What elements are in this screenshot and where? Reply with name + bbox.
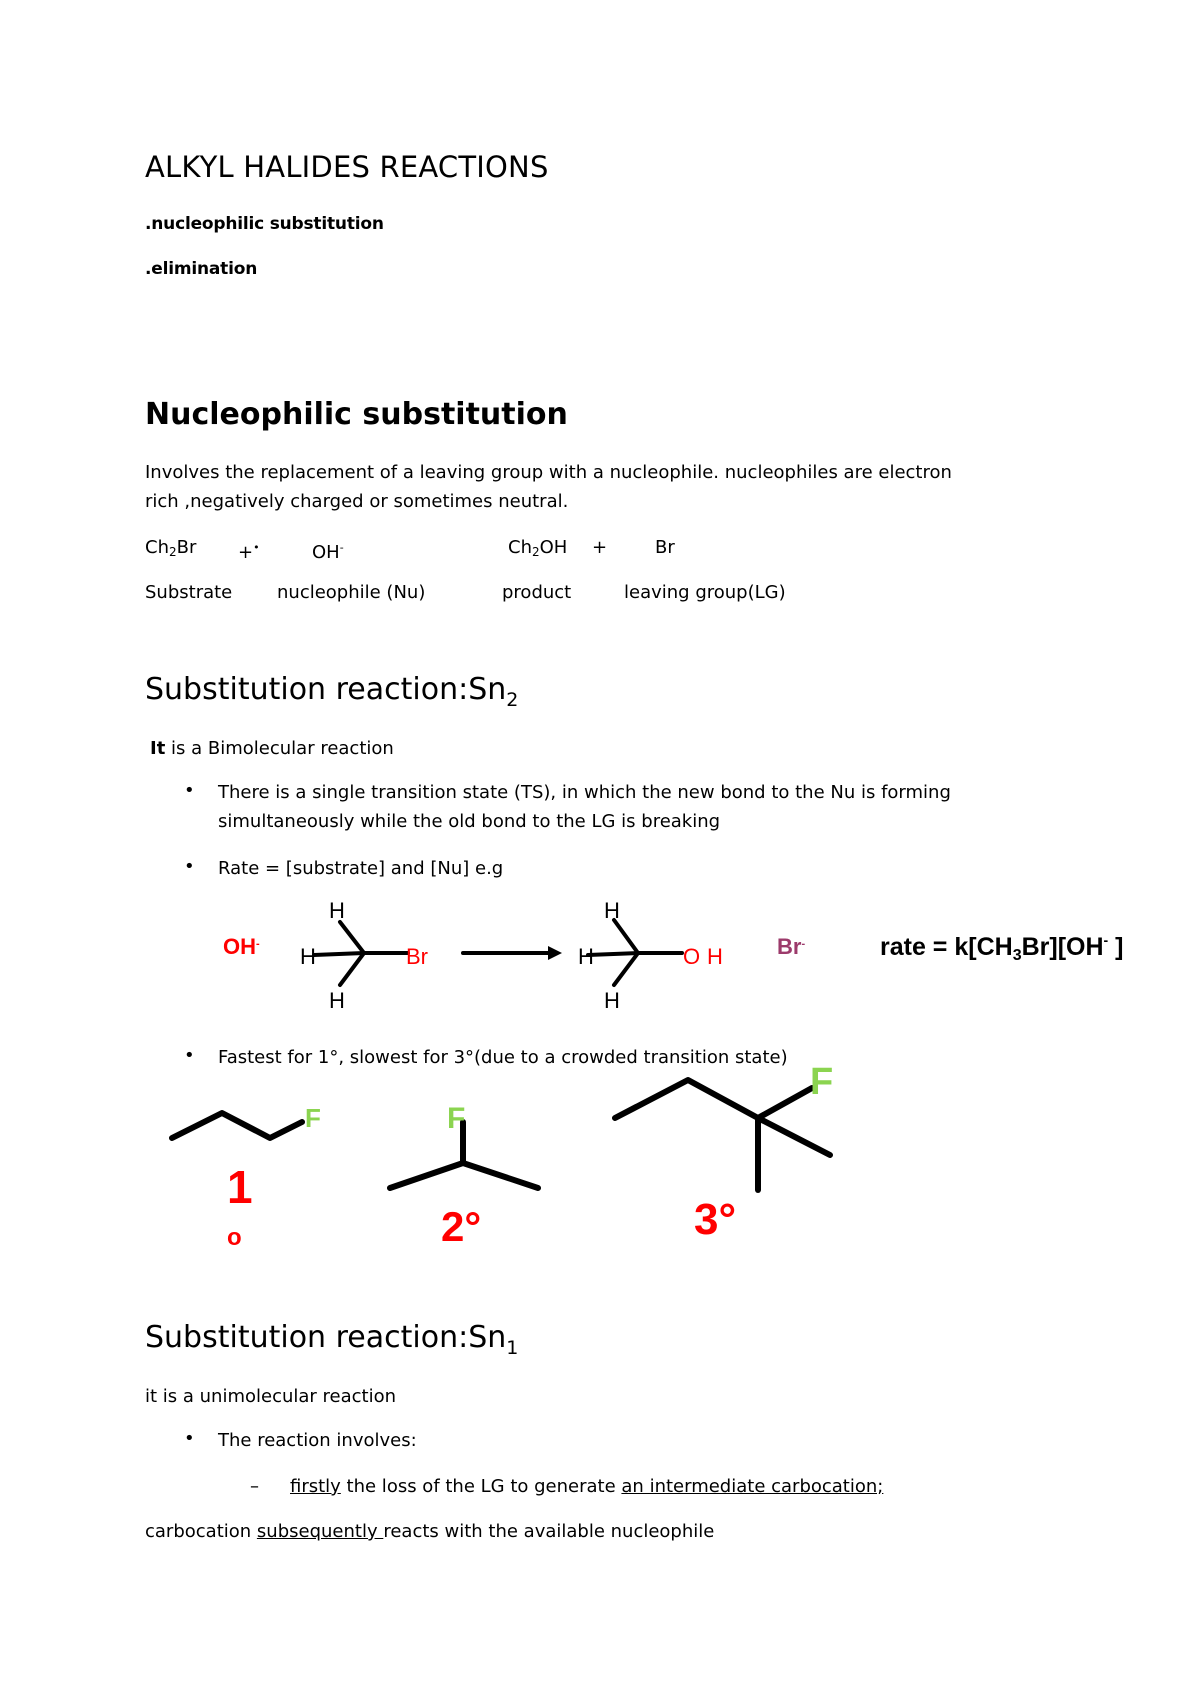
eq-nucleophile: OH- <box>312 541 344 563</box>
heading-nucleophilic-substitution: Nucleophilic substitution <box>145 397 568 432</box>
atom-br: Br <box>406 944 428 969</box>
sn2-bullet-2: Rate = [substrate] and [Nu] e.g <box>218 858 504 879</box>
page-title: ALKYL HALIDES REACTIONS <box>145 150 549 184</box>
eq-substrate: $Ch_2Br$ <box>145 537 197 559</box>
label-leaving-group: leaving group(LG) <box>624 582 786 603</box>
sn2-bullet-3: Fastest for 1°, slowest for 3°(due to a crowded transition state) <box>218 1047 788 1068</box>
tertiary-chain <box>615 1080 758 1118</box>
bond-h-bottom <box>340 953 364 985</box>
heading-sn2: Substitution $reaction:Sn_2$ <box>145 672 519 711</box>
dash-marker: – <box>250 1476 259 1497</box>
sn1-sub-item: firstly the loss of the LG to generate an intermediate carbocation; <box>290 1476 884 1497</box>
bond-h-left <box>314 953 364 955</box>
rate-law: rate = $k[CH_3Br][OH^-$ ] <box>880 932 1124 964</box>
bullet-marker: • <box>184 1045 195 1066</box>
outline-item-substitution: .nucleophilic substitution <box>145 214 384 234</box>
sn1-final-line: carbocation subsequently reacts with the available nucleophile <box>145 1521 715 1542</box>
label-tertiary: 3° <box>694 1195 737 1244</box>
atom-h: H <box>604 988 620 1013</box>
label-product: product <box>502 582 572 603</box>
bond-h-left <box>588 953 638 955</box>
sn2-bullet-1-line-2: simultaneously while the old bond to the LG is breaking <box>218 811 721 832</box>
outline-item-elimination: .elimination <box>145 259 258 279</box>
hydroxide-ion: OH- <box>223 934 260 959</box>
bond-h-top <box>340 922 364 953</box>
tertiary-bond-methyl <box>758 1118 830 1155</box>
fluorine-tertiary: F <box>810 1061 834 1103</box>
atom-h-hydroxyl: H <box>707 944 723 969</box>
bullet-marker: • <box>184 856 195 877</box>
atom-h: H <box>329 988 345 1013</box>
atom-o: O <box>683 944 701 969</box>
eq-plus-2: + <box>592 537 608 558</box>
eq-product: $Ch_2OH$ <box>508 537 568 559</box>
sn2-intro: It is a Bimolecular reaction <box>150 738 394 759</box>
bromide-ion: Br- <box>777 934 806 959</box>
sn1-bullet-1: The reaction involves: <box>218 1430 417 1451</box>
label-primary: 1 <box>227 1161 253 1213</box>
heading-sn1: Substitution $reaction:Sn_1$ <box>145 1320 519 1359</box>
primary-chain <box>172 1113 302 1138</box>
label-primary-degree: o <box>227 1224 242 1251</box>
bullet-marker: • <box>184 1428 195 1449</box>
bullet-marker: • <box>184 780 195 801</box>
atom-h: H <box>329 898 345 923</box>
sn1-intro: it is a unimolecular reaction <box>145 1386 397 1407</box>
atom-h: H <box>578 944 594 969</box>
bond-h-top <box>614 920 638 953</box>
tertiary-bond-f <box>758 1088 812 1118</box>
ns-description-line-2: rich ,negatively charged or sometimes neutral. <box>145 491 569 512</box>
reaction-arrow-head <box>548 946 562 960</box>
eq-plus-1: +• <box>238 541 260 563</box>
sn2-bullet-1-line-1: There is a single transition state (TS), in which the new bond to the Nu is forming <box>218 782 951 803</box>
secondary-chain <box>390 1163 538 1188</box>
label-secondary: 2° <box>441 1203 482 1250</box>
fluorine-secondary: F <box>447 1102 466 1135</box>
label-substrate: Substrate <box>145 582 233 603</box>
atom-h: H <box>300 944 316 969</box>
fluorine-primary: F <box>305 1103 321 1133</box>
eq-leaving-group: Br <box>655 537 675 558</box>
bond-h-bottom <box>614 953 638 985</box>
label-nucleophile: nucleophile (Nu) <box>277 582 426 603</box>
ns-description-line-1: Involves the replacement of a leaving group with a nucleophile. nucleophiles are electron <box>145 462 952 483</box>
atom-h: H <box>604 898 620 923</box>
